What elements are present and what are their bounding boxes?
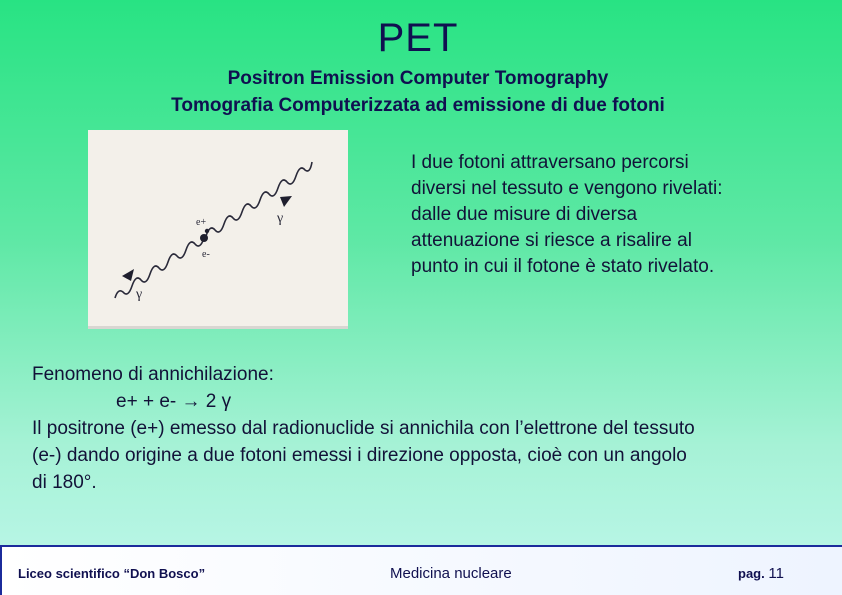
electron-dot xyxy=(200,234,208,242)
gamma-top-label: γ xyxy=(277,211,284,226)
subtitle-english: Positron Emission Computer Tomography xyxy=(227,68,609,89)
arrowhead-down xyxy=(122,269,134,281)
photon-wave-down xyxy=(115,238,204,298)
description-line: diversi nel tessuto e vengono rivelati: xyxy=(411,178,723,199)
photon-wave-up xyxy=(206,162,312,236)
footer-page xyxy=(738,565,784,582)
page-number: 11 xyxy=(768,565,784,582)
annihilation-figure xyxy=(88,130,348,329)
positron-label: e+ xyxy=(196,217,207,228)
body-line: di 180°. xyxy=(32,472,97,493)
page-label: pag. xyxy=(738,566,765,581)
subtitle-italian: Tomografia Computerizzata ad emissione di due fotoni xyxy=(171,95,665,116)
annihilation-equation: e+ + e- → 2 γ xyxy=(116,391,232,412)
electron-label: e- xyxy=(202,249,210,260)
description-line: attenuazione si riesce a risalire al xyxy=(411,230,692,251)
positron-dot xyxy=(205,229,209,233)
body-text xyxy=(32,361,832,496)
description-line: I due fotoni attraversano percorsi xyxy=(411,152,689,173)
gamma-bottom-label: γ xyxy=(136,287,143,302)
description-line: dalle due misure di diversa xyxy=(411,204,638,225)
description-line: punto in cui il fotone è stato rivelato. xyxy=(411,256,715,277)
footer-subject: Medicina nucleare xyxy=(390,565,512,582)
annihilation-heading: Fenomeno di annichilazione: xyxy=(32,364,274,385)
slide-title: PET xyxy=(377,16,459,60)
body-line: (e-) dando origine a due fotoni emessi i direzione opposta, cioè con un angolo xyxy=(32,445,687,466)
footer-bar xyxy=(0,545,842,595)
body-line: Il positrone (e+) emesso dal radionuclide si annichila con l’elettrone del tessuto xyxy=(32,418,695,439)
arrowhead-up xyxy=(280,196,292,207)
annihilation-diagram xyxy=(88,130,348,326)
footer-school: Liceo scientifico “Don Bosco” xyxy=(18,566,206,581)
description-text xyxy=(411,150,831,280)
